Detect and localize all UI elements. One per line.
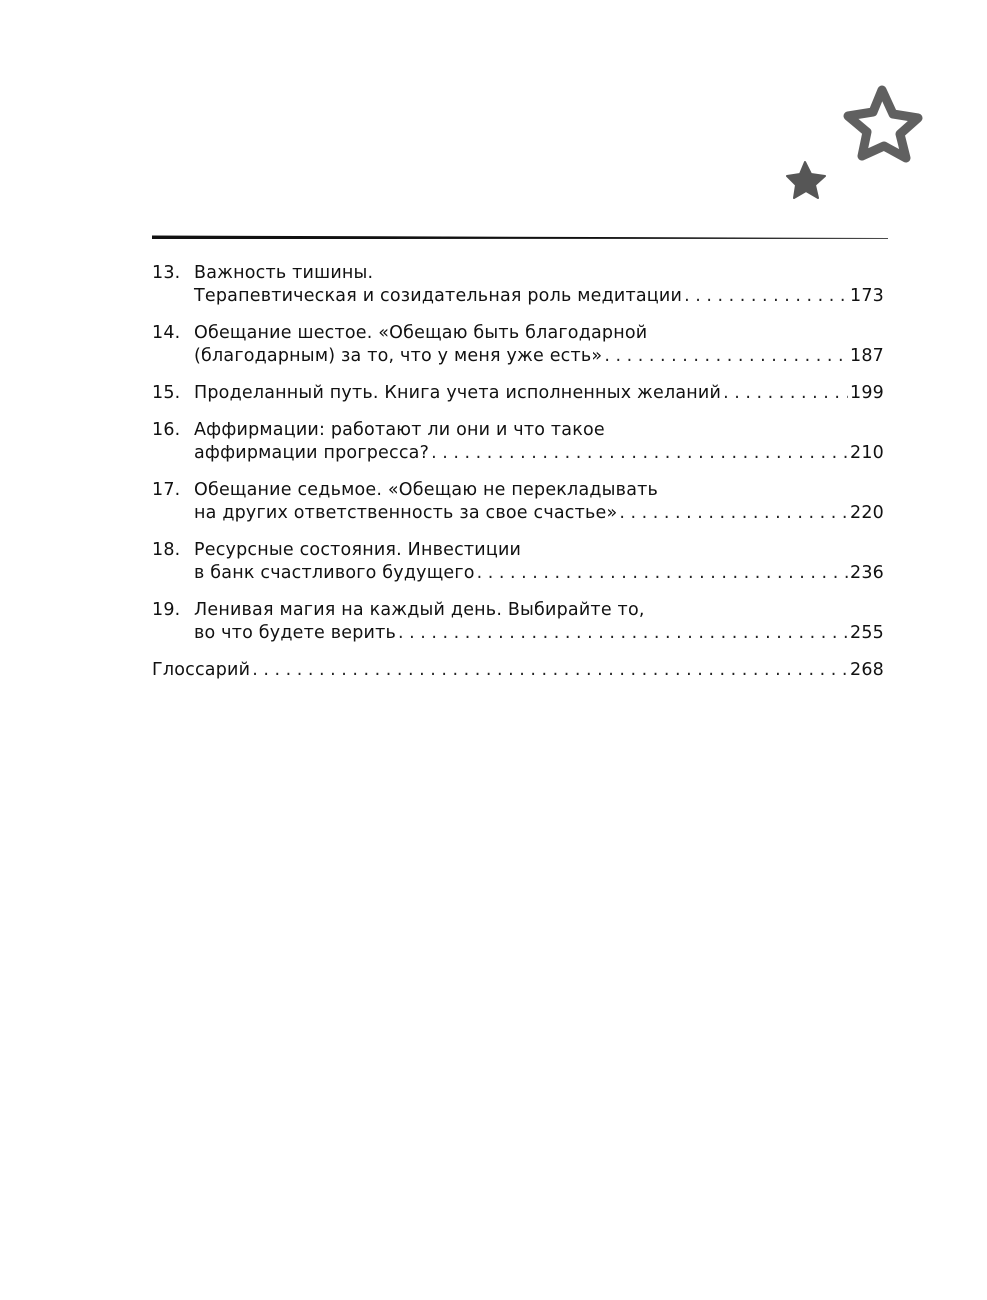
dot-leader (723, 382, 848, 405)
chapter-title-line: Обещание шестое. «Обещаю быть благодарной (194, 323, 648, 343)
header-rule (152, 234, 888, 240)
page-number: 173 (849, 286, 884, 306)
chapter-number: 16. (152, 420, 181, 440)
dot-leader (619, 502, 848, 525)
star-filled-icon (787, 162, 825, 198)
chapter-title-line: во что будете верить (194, 623, 396, 643)
chapter-number: 15. (152, 383, 181, 403)
toc-entry (152, 539, 884, 585)
glossary-title: Глоссарий (152, 660, 251, 680)
chapter-title-line: в банк счастливого будущего (194, 563, 475, 583)
chapter-number: 19. (152, 600, 181, 620)
page-number: 268 (849, 660, 884, 680)
toc-entry (152, 479, 884, 525)
dot-leader (252, 659, 848, 682)
dot-leader (431, 442, 848, 465)
page-number: 220 (849, 503, 884, 523)
decorative-stars (770, 70, 950, 220)
dot-leader (398, 622, 848, 645)
chapter-title-line: Ресурсные состояния. Инвестиции (194, 540, 522, 560)
star-outline-icon (848, 90, 918, 158)
chapter-title-line: аффирмации прогресса? (194, 443, 430, 463)
page-number: 187 (849, 346, 884, 366)
chapter-title-line: Аффирмации: работают ли они и что такое (194, 420, 605, 440)
table-of-contents (152, 262, 884, 696)
page-number: 255 (849, 623, 884, 643)
chapter-title-line: (благодарным) за то, что у меня уже есть» (194, 346, 603, 366)
chapter-title-line: Важность тишины. (194, 263, 374, 283)
toc-entry (152, 382, 884, 405)
chapter-title-line: Терапевтическая и созидательная роль медитации (194, 286, 683, 306)
chapter-number: 17. (152, 480, 181, 500)
toc-entry (152, 419, 884, 465)
toc-entry (152, 262, 884, 308)
dot-leader (604, 345, 848, 368)
page-number: 236 (849, 563, 884, 583)
dot-leader (684, 285, 848, 308)
chapter-title-line: на других ответственность за свое счастье» (194, 503, 618, 523)
dot-leader (477, 562, 848, 585)
toc-entry (152, 322, 884, 368)
page-number: 210 (849, 443, 884, 463)
chapter-number: 13. (152, 263, 181, 283)
chapter-title-line: Ленивая магия на каждый день. Выбирайте то, (194, 600, 645, 620)
chapter-title-line: Проделанный путь. Книга учета исполненных желаний (194, 383, 722, 403)
toc-entry-glossary (152, 659, 884, 682)
page-number: 199 (849, 383, 884, 403)
chapter-number: 14. (152, 323, 181, 343)
chapter-number: 18. (152, 540, 181, 560)
toc-entry (152, 599, 884, 645)
chapter-title-line: Обещание седьмое. «Обещаю не перекладывать (194, 480, 659, 500)
